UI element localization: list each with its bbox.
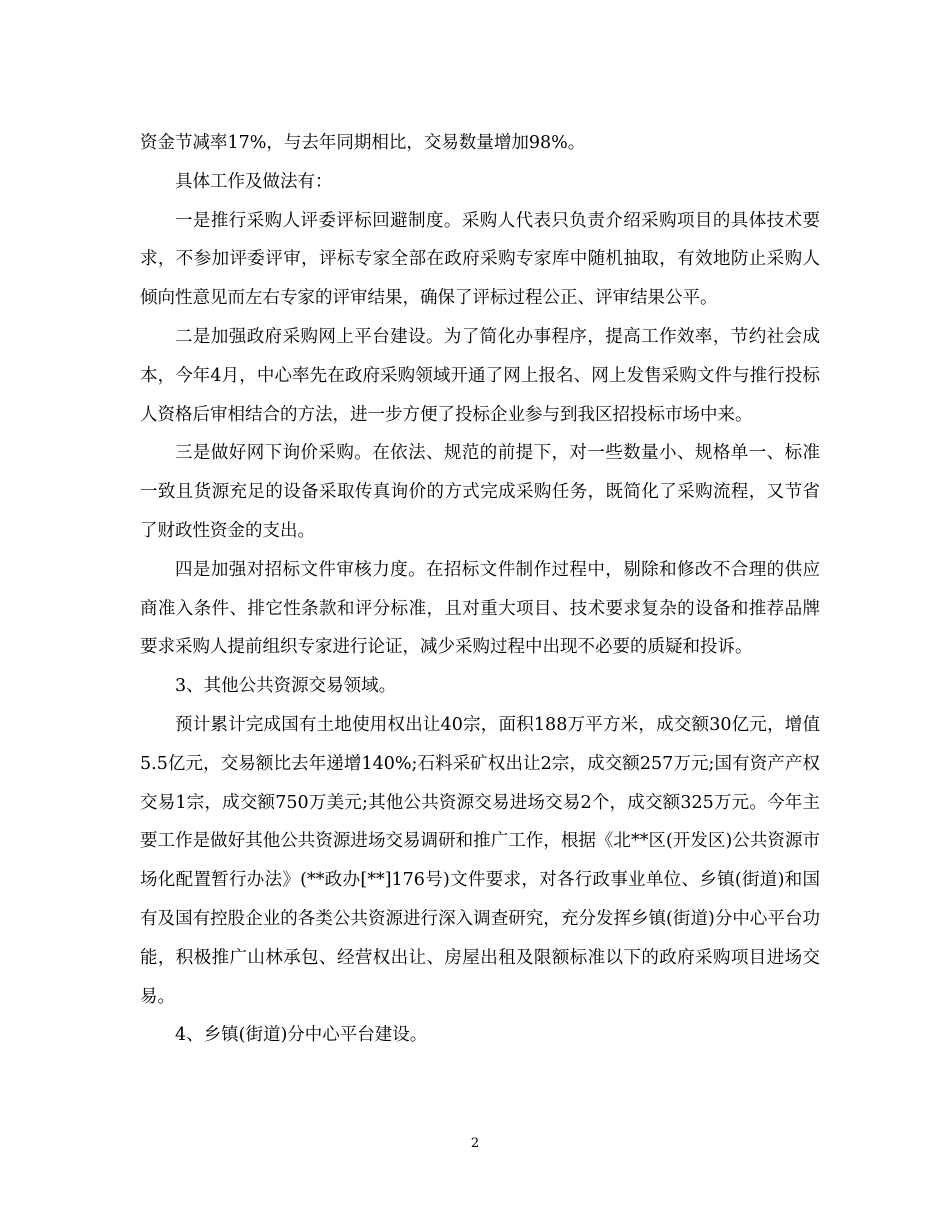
paragraph-methods-intro: 具体工作及做法有： xyxy=(175,171,333,192)
section-heading-3: 3、其他公共资源交易领域。 xyxy=(175,676,397,697)
page-number: 2 xyxy=(470,1136,480,1151)
paragraph-other-resources: 预计累计完成国有土地使用权出让40宗，面积188万平方米，成交额30亿元，增值5.5亿元，交易额比去年递增140%;石料采矿权出让2宗，成交额257万元;国有资产产权交易1宗，成交额750万美元;其他公共资源交易进场交易2个，成交额325万元。今年主要工作是做好其他公共资源进场交易调研和推广工作，根据《北**区(开发区)公共资源市场化配置暂行办法》(**政办[**]176号)文件要求，对各行政事业单位、乡镇(街道)和国有及国有控股企业的各类公共资源进行深入调查研究，充分发挥乡镇(街道)分中心平台功能，积极推广山林承包、经营权出让、房屋出租及限额标准以下的政府采购项目进场交易。 xyxy=(140,714,820,1007)
paragraph-point-three: 三是做好网下询价采购。在依法、规范的前提下，对一些数量小、规格单一、标准一致且货源充足的设备采取传真询价的方式完成采购任务，既简化了采购流程，又节省了财政性资金的支出。 xyxy=(140,443,820,541)
paragraph-point-one: 一是推行采购人评委评标回避制度。采购人代表只负责介绍采购项目的具体技术要求，不参加评委评审，评标专家全部在政府采购专家库中随机抽取，有效地防止采购人倾向性意见而左右专家的评审结果，确保了评标过程公正、评审结果公平。 xyxy=(140,210,820,309)
paragraph-point-two: 二是加强政府采购网上平台建设。为了简化办事程序，提高工作效率，节约社会成本，今年4月，中心率先在政府采购领域开通了网上报名、网上发售采购文件与推行投标人资格后审相结合的方法，进一步方便了投标企业参与到我区招投标市场中来。 xyxy=(140,326,820,425)
paragraph-continuation: 资金节减率17%，与去年同期相比，交易数量增加98%。 xyxy=(140,133,586,153)
body-text xyxy=(140,124,820,1055)
paragraph-point-four: 四是加强对招标文件审核力度。在招标文件制作过程中，剔除和修改不合理的供应商准入条件、排它性条款和评分标准，且对重大项目、技术要求复杂的设备和推荐品牌要求采购人提前组织专家进行论证，减少采购过程中出现不必要的质疑和投诉。 xyxy=(140,559,820,658)
section-heading-4: 4、乡镇(街道)分中心平台建设。 xyxy=(175,1025,428,1046)
